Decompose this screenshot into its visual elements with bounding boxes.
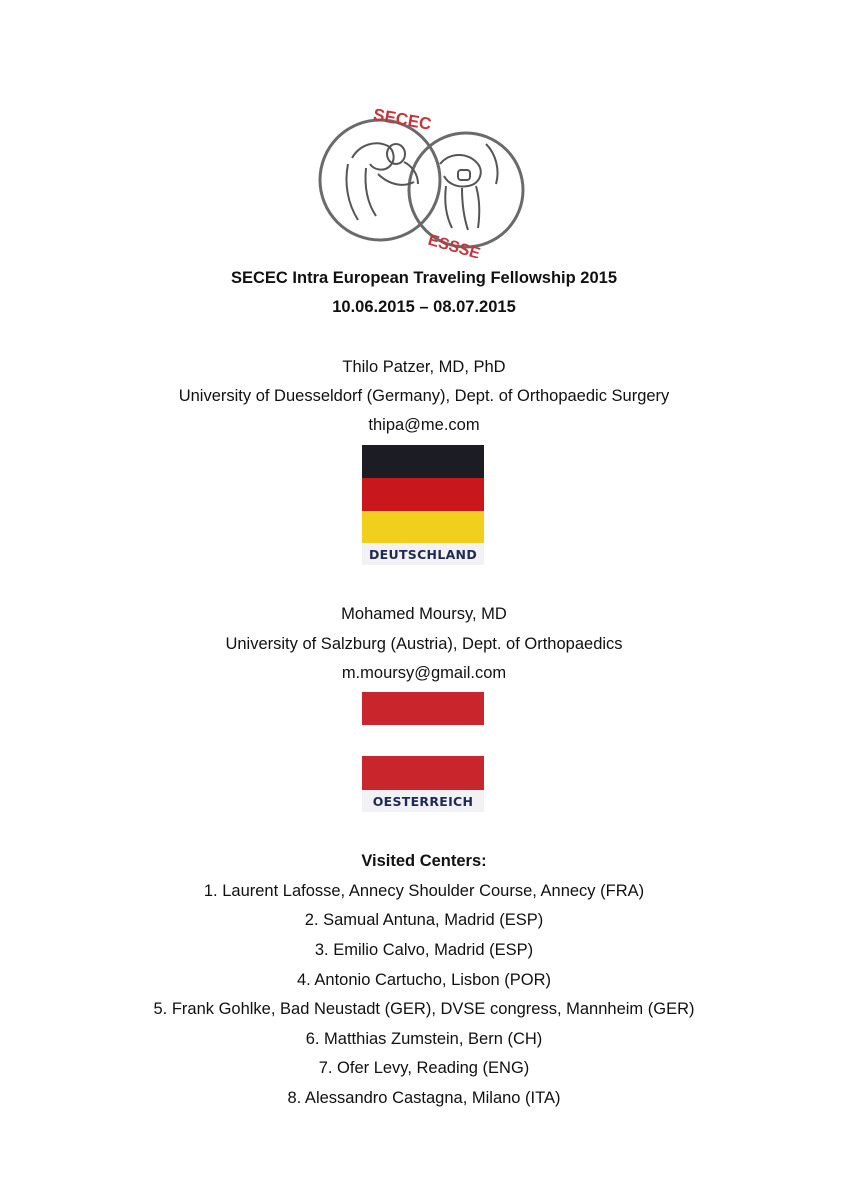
visited-center-item: 5. Frank Gohlke, Bad Neustadt (GER), DVSE congress, Mannheim (GER) (153, 1000, 695, 1018)
visited-center-item: 8. Alessandro Castagna, Milano (ITA) (287, 1089, 561, 1107)
page-title: SECEC Intra European Traveling Fellowship 2015 (230, 269, 618, 287)
visited-centers-heading: Visited Centers: (361, 852, 487, 870)
fellow-1-name: Thilo Patzer, MD, PhD (342, 358, 506, 376)
visited-center-item: 3. Emilio Calvo, Madrid (ESP) (314, 941, 534, 959)
flag-stripe (362, 478, 484, 511)
austria-flag-icon (362, 692, 484, 812)
secec-essse-logo-icon (318, 104, 530, 258)
germany-flag-icon (362, 445, 484, 565)
fellow-1-affiliation: University of Duesseldorf (Germany), Dept. of Orthopaedic Surgery (178, 387, 670, 405)
flag-label-germany: DEUTSCHLAND (362, 543, 484, 565)
visited-center-item: 7. Ofer Levy, Reading (ENG) (318, 1059, 530, 1077)
flag-stripe (362, 692, 484, 725)
flag-stripe (362, 756, 484, 790)
flag-stripe (362, 511, 484, 543)
flag-label-austria: OESTERREICH (362, 790, 484, 812)
logo-top-text: SECEC (371, 104, 433, 134)
fellow-2-name: Mohamed Moursy, MD (341, 605, 507, 623)
visited-center-item: 2. Samual Antuna, Madrid (ESP) (304, 911, 544, 929)
visited-center-item: 1. Laurent Lafosse, Annecy Shoulder Course, Annecy (FRA) (203, 882, 645, 900)
fellowship-dates: 10.06.2015 – 08.07.2015 (332, 298, 516, 316)
flag-stripe (362, 725, 484, 756)
visited-center-item: 4. Antonio Cartucho, Lisbon (POR) (296, 971, 552, 989)
logo-graphic (318, 104, 530, 258)
logo-bottom-text: ESSSE (426, 231, 482, 258)
fellow-2-email: m.moursy@gmail.com (341, 664, 507, 682)
fellow-1-email: thipa@me.com (368, 416, 480, 434)
flag-stripe (362, 445, 484, 478)
visited-center-item: 6. Matthias Zumstein, Bern (CH) (305, 1030, 543, 1048)
fellow-2-affiliation: University of Salzburg (Austria), Dept. of Orthopaedics (225, 635, 623, 653)
